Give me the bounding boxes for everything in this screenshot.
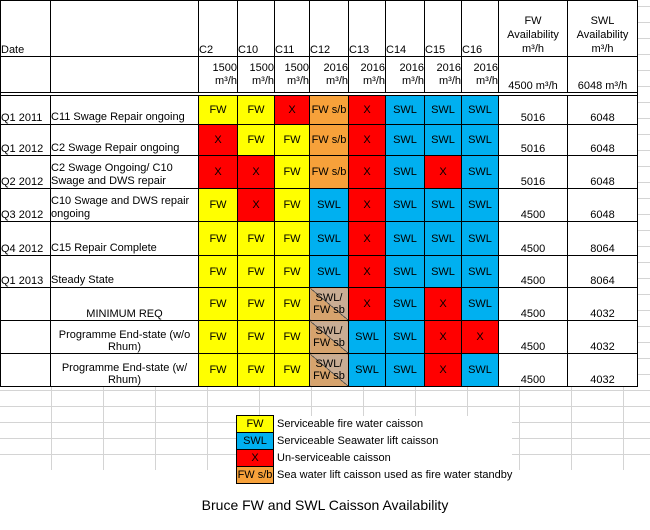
table-row	[1, 189, 638, 222]
status-cell-c13: X	[349, 222, 386, 256]
status-cell-c10: FW	[238, 256, 275, 288]
legend-item	[237, 450, 513, 467]
caisson-header-c11: C11	[275, 1, 310, 57]
row-swl-availability: 6048	[568, 189, 638, 222]
status-cell-c13: X	[349, 189, 386, 222]
status-rows	[1, 96, 638, 387]
status-cell-c14: SWL	[386, 156, 425, 189]
status-cell-c16: SWL	[462, 354, 499, 387]
status-cell-c10: X	[238, 156, 275, 189]
status-cell-c15: X	[425, 321, 462, 354]
capacity-c12: 2016 m³/h	[310, 57, 349, 93]
status-cell-c16: SWL	[462, 156, 499, 189]
legend-text: Un-serviceable caisson	[274, 450, 513, 467]
row-fw-availability: 4500	[499, 354, 568, 387]
status-cell-c16: SWL	[462, 96, 499, 125]
legend-text: Serviceable fire water caisson	[274, 416, 513, 433]
row-description: Programme End-state (w/ Rhum)	[51, 354, 199, 387]
row-description: C2 Swage Repair ongoing	[51, 125, 199, 156]
status-cell-c2: FW	[199, 189, 238, 222]
status-cell-c2: FW	[199, 256, 238, 288]
status-cell-c10: FW	[238, 222, 275, 256]
caisson-header-c15: C15	[425, 1, 462, 57]
status-cell-c16: SWL	[462, 222, 499, 256]
status-cell-c11: FW	[275, 156, 310, 189]
status-cell-c12: SWL/ FW sb	[310, 321, 349, 354]
status-cell-c11: X	[275, 96, 310, 125]
row-swl-availability: 4032	[568, 354, 638, 387]
status-cell-c15: SWL	[425, 125, 462, 156]
status-cell-c12: SWL	[310, 189, 349, 222]
status-cell-c14: SWL	[386, 354, 425, 387]
legend-swatch: X	[237, 450, 274, 467]
status-cell-c2: X	[199, 156, 238, 189]
status-cell-c15: SWL	[425, 189, 462, 222]
status-cell-c14: SWL	[386, 288, 425, 321]
status-cell-c12: SWL/ FW sb	[310, 354, 349, 387]
status-cell-c14: SWL	[386, 189, 425, 222]
row-date	[1, 288, 51, 321]
row-swl-availability: 6048	[568, 96, 638, 125]
capacity-c10: 1500 m³/h	[238, 57, 275, 93]
status-cell-c16: X	[462, 321, 499, 354]
swl-capacity: 6048 m³/h	[568, 57, 638, 93]
status-cell-c13: SWL	[349, 354, 386, 387]
row-description: C15 Repair Complete	[51, 222, 199, 256]
status-cell-c12: FW s/b	[310, 156, 349, 189]
status-cell-c14: SWL	[386, 222, 425, 256]
row-date: Q1 2013	[1, 256, 51, 288]
date-header: Date	[1, 1, 51, 57]
capacity-c16: 2016 m³/h	[462, 57, 499, 93]
status-cell-c10: FW	[238, 321, 275, 354]
status-cell-c11: FW	[275, 125, 310, 156]
row-fw-availability: 4500	[499, 222, 568, 256]
row-description: C10 Swage and DWS repair ongoing	[51, 189, 199, 222]
table-row	[1, 222, 638, 256]
row-swl-availability: 6048	[568, 125, 638, 156]
status-cell-c11: FW	[275, 256, 310, 288]
status-cell-c15: SWL	[425, 256, 462, 288]
row-swl-availability: 8064	[568, 256, 638, 288]
figure-caption: Bruce FW and SWL Caisson Availability	[201, 497, 449, 513]
description-header	[51, 1, 199, 57]
status-cell-c10: FW	[238, 125, 275, 156]
status-cell-c13: X	[349, 288, 386, 321]
row-description: MINIMUM REQ	[51, 288, 199, 321]
status-cell-c14: SWL	[386, 256, 425, 288]
status-cell-c10: X	[238, 189, 275, 222]
row-fw-availability: 4500	[499, 321, 568, 354]
row-fw-availability: 5016	[499, 156, 568, 189]
status-cell-c15: X	[425, 156, 462, 189]
status-cell-c10: FW	[238, 354, 275, 387]
caisson-header-c13: C13	[349, 1, 386, 57]
status-cell-c15: SWL	[425, 222, 462, 256]
table-row	[1, 125, 638, 156]
row-swl-availability: 6048	[568, 156, 638, 189]
table-row	[1, 288, 638, 321]
row-date	[1, 321, 51, 354]
table-row	[1, 96, 638, 125]
status-cell-c10: FW	[238, 288, 275, 321]
status-cell-c12: FW s/b	[310, 125, 349, 156]
header-row	[1, 1, 638, 57]
status-cell-c12: SWL	[310, 222, 349, 256]
capacity-row	[1, 57, 638, 93]
row-fw-availability: 4500	[499, 189, 568, 222]
status-cell-c16: SWL	[462, 189, 499, 222]
row-date	[1, 354, 51, 387]
table-row	[1, 321, 638, 354]
row-swl-availability: 8064	[568, 222, 638, 256]
status-cell-c12: FW s/b	[310, 96, 349, 125]
capacity-c2: 1500 m³/h	[199, 57, 238, 93]
status-cell-c12: SWL	[310, 256, 349, 288]
row-description: Steady State	[51, 256, 199, 288]
status-cell-c15: X	[425, 288, 462, 321]
caisson-header-c10: C10	[238, 1, 275, 57]
row-swl-availability: 4032	[568, 321, 638, 354]
status-cell-c15: X	[425, 354, 462, 387]
status-cell-c16: SWL	[462, 256, 499, 288]
status-cell-c11: FW	[275, 321, 310, 354]
status-cell-c10: FW	[238, 96, 275, 125]
row-swl-availability: 4032	[568, 288, 638, 321]
status-cell-c2: FW	[199, 288, 238, 321]
fw-capacity: 4500 m³/h	[499, 57, 568, 93]
status-cell-c2: FW	[199, 96, 238, 125]
legend-item	[237, 416, 513, 433]
row-fw-availability: 4500	[499, 288, 568, 321]
table-row	[1, 354, 638, 387]
row-fw-availability: 5016	[499, 125, 568, 156]
status-cell-c14: SWL	[386, 96, 425, 125]
row-date: Q2 2012	[1, 156, 51, 189]
fw-availability-header: FW Availability m³/h	[499, 1, 568, 57]
status-cell-c11: FW	[275, 222, 310, 256]
legend-text: Sea water lift caisson used as fire water standby	[274, 467, 513, 484]
legend-item	[237, 467, 513, 484]
caisson-header-c2: C2	[199, 1, 238, 57]
table-row	[1, 156, 638, 189]
status-cell-c13: X	[349, 256, 386, 288]
status-cell-c16: SWL	[462, 288, 499, 321]
caisson-header-c12: C12	[310, 1, 349, 57]
status-cell-c2: X	[199, 125, 238, 156]
row-description: C11 Swage Repair ongoing	[51, 96, 199, 125]
row-date: Q4 2012	[1, 222, 51, 256]
status-cell-c11: FW	[275, 288, 310, 321]
capacity-c15: 2016 m³/h	[425, 57, 462, 93]
row-date: Q3 2012	[1, 189, 51, 222]
table-row	[1, 256, 638, 288]
status-cell-c16: SWL	[462, 125, 499, 156]
row-date: Q1 2011	[1, 96, 51, 125]
status-cell-c14: SWL	[386, 125, 425, 156]
status-cell-c11: FW	[275, 354, 310, 387]
capacity-c14: 2016 m³/h	[386, 57, 425, 93]
row-description: Programme End-state (w/o Rhum)	[51, 321, 199, 354]
swl-availability-header: SWL Availability m³/h	[568, 1, 638, 57]
status-cell-c13: SWL	[349, 321, 386, 354]
status-cell-c12: SWL/ FW sb	[310, 288, 349, 321]
status-cell-c13: X	[349, 125, 386, 156]
status-cell-c2: FW	[199, 222, 238, 256]
row-fw-availability: 5016	[499, 96, 568, 125]
caisson-header-c14: C14	[386, 1, 425, 57]
capacity-c13: 2016 m³/h	[349, 57, 386, 93]
legend-item	[237, 433, 513, 450]
capacity-c11: 1500 m³/h	[275, 57, 310, 93]
legend-text: Serviceable Seawater lift caisson	[274, 433, 513, 450]
status-cell-c13: X	[349, 96, 386, 125]
legend-swatch: FW s/b	[237, 467, 274, 484]
row-fw-availability: 4500	[499, 256, 568, 288]
legend-swatch: SWL	[237, 433, 274, 450]
status-cell-c2: FW	[199, 321, 238, 354]
caisson-header-c16: C16	[462, 1, 499, 57]
row-date: Q1 2012	[1, 125, 51, 156]
status-cell-c14: SWL	[386, 321, 425, 354]
legend-swatch: FW	[237, 416, 274, 433]
status-cell-c2: FW	[199, 354, 238, 387]
legend	[236, 415, 513, 484]
row-description: C2 Swage Ongoing/ C10 Swage and DWS repair	[51, 156, 199, 189]
status-cell-c11: FW	[275, 189, 310, 222]
status-cell-c13: X	[349, 156, 386, 189]
status-cell-c15: SWL	[425, 96, 462, 125]
